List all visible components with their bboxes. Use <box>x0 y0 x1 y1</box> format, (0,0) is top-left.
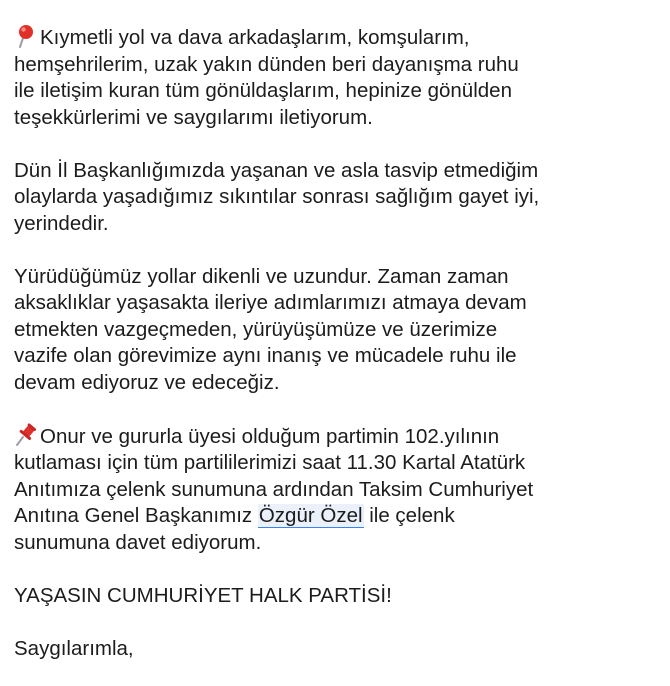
paragraph-road <box>14 264 660 397</box>
text-line: teşekkürlerimi ve saygılarımı iletiyorum. <box>14 105 373 129</box>
text-line: devam ediyoruz ve edeceğiz. <box>14 370 280 394</box>
paragraph-signoff <box>14 636 660 663</box>
text-line: Yürüdüğümüz yollar dikenli ve uzundur. Zaman zaman <box>14 264 509 288</box>
slogan-line: YAŞASIN CUMHURİYET HALK PARTİSİ! <box>14 583 392 607</box>
pushpin-icon <box>14 423 36 447</box>
paragraph-health <box>14 158 660 238</box>
paragraph-thanks <box>14 24 660 131</box>
mention-link[interactable]: Özgür Özel <box>258 504 363 527</box>
post-body <box>14 24 660 662</box>
text-line: olaylarda yaşadığımız sıkıntılar sonrası sağlığım gayet iyi, <box>14 185 540 208</box>
signoff-line: Saygılarımla, <box>14 636 134 660</box>
text-span: Anıtına Genel Başkanımız <box>14 504 258 527</box>
paragraph-slogan <box>14 583 660 610</box>
text-span: Onur ve gururla üyesi olduğum partimin 102.yılının <box>40 424 500 448</box>
text-line: Dün İl Başkanlığımızda yaşanan ve asla tasvip etmediğim <box>14 158 539 182</box>
text-line: aksaklıklar yaşasakta ileriye adımlarımızı atmaya devam <box>14 291 527 314</box>
text-line <box>14 503 660 530</box>
text-span: Kıymetli yol va dava arkadaşlarım, komşularım, <box>40 26 470 49</box>
text-line: vazife olan görevimize aynı inanış ve mücadele ruhu ile <box>14 344 517 367</box>
text-line <box>14 423 660 451</box>
round-pushpin-icon <box>14 24 36 48</box>
text-span: ile çelenk <box>363 504 455 527</box>
text-line: etmekten vazgeçmeden, yürüyüşümüze ve üzerimize <box>14 317 498 341</box>
text-line: kutlaması için tüm partililerimizi saat 11.30 Kartal Atatürk <box>14 451 526 474</box>
text-line: yerindedir. <box>14 211 109 235</box>
text-line: sunumuna davet ediyorum. <box>14 530 262 554</box>
text-line: hemşehrilerim, uzak yakın dünden beri dayanışma ruhu <box>14 52 519 76</box>
text-line: Anıtımıza çelenk sunumuna ardından Taksim Cumhuriyet <box>14 477 534 501</box>
text-line <box>14 24 660 52</box>
paragraph-invitation <box>14 423 660 557</box>
text-line: ile iletişim kuran tüm gönüldaşlarım, hepinize gönülden <box>14 79 512 102</box>
